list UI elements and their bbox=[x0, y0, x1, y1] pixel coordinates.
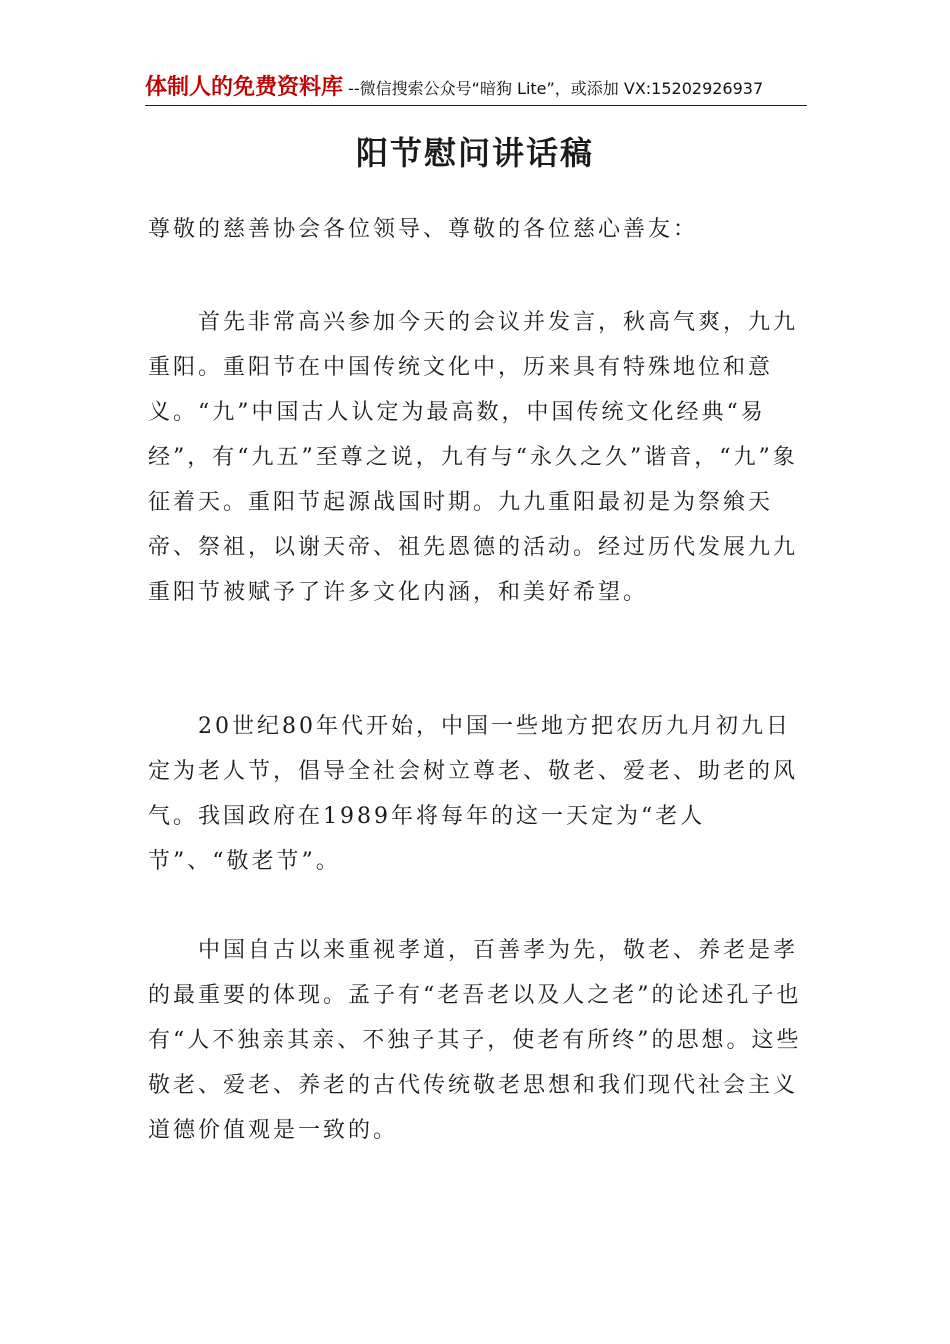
salutation: 尊敬的慈善协会各位领导、尊敬的各位慈心善友： bbox=[148, 217, 699, 242]
document-header bbox=[145, 70, 807, 106]
paragraph-2: 20世纪80年代开始，中国一些地方把农历九月初九日定为老人节，倡导全社会树立尊老、敬老、爱老、助老的风气。我国政府在1989年将每年的这一天定为“老人节”、“敬老节”。 bbox=[148, 714, 799, 874]
header-brand: 体制人的免费资料库 bbox=[145, 75, 344, 100]
document-title: 阳节慰问讲话稿 bbox=[355, 134, 594, 172]
paragraph-1: 首先非常高兴参加今天的会议并发言，秋高气爽，九九重阳。重阳节在中国传统文化中，历来具有特殊地位和意义。“九”中国古人认定为最高数，中国传统文化经典“易经”，有“九五”至尊之说，九有与“永久之久”谐音，“九”象征着天。重阳节起源战国时期。九九重阳最初是为祭飨天帝、祭祖，以谢天帝、祖先恩德的活动。经过历代发展九九重阳节被赋予了许多文化内涵，和美好希望。 bbox=[148, 310, 799, 605]
paragraph-3: 中国自古以来重视孝道，百善孝为先，敬老、养老是孝的最重要的体现。孟子有“老吾老以及人之老”的论述孔子也有“人不独亲其亲、不独子其子，使老有所终”的思想。这些敬老、爱老、养老的古代传统敬老思想和我们现代社会主义道德价值观是一致的。 bbox=[148, 938, 802, 1143]
header-note: --微信搜索公众号“暗狗 Lite”，或添加 VX:15202926937 bbox=[343, 79, 764, 98]
